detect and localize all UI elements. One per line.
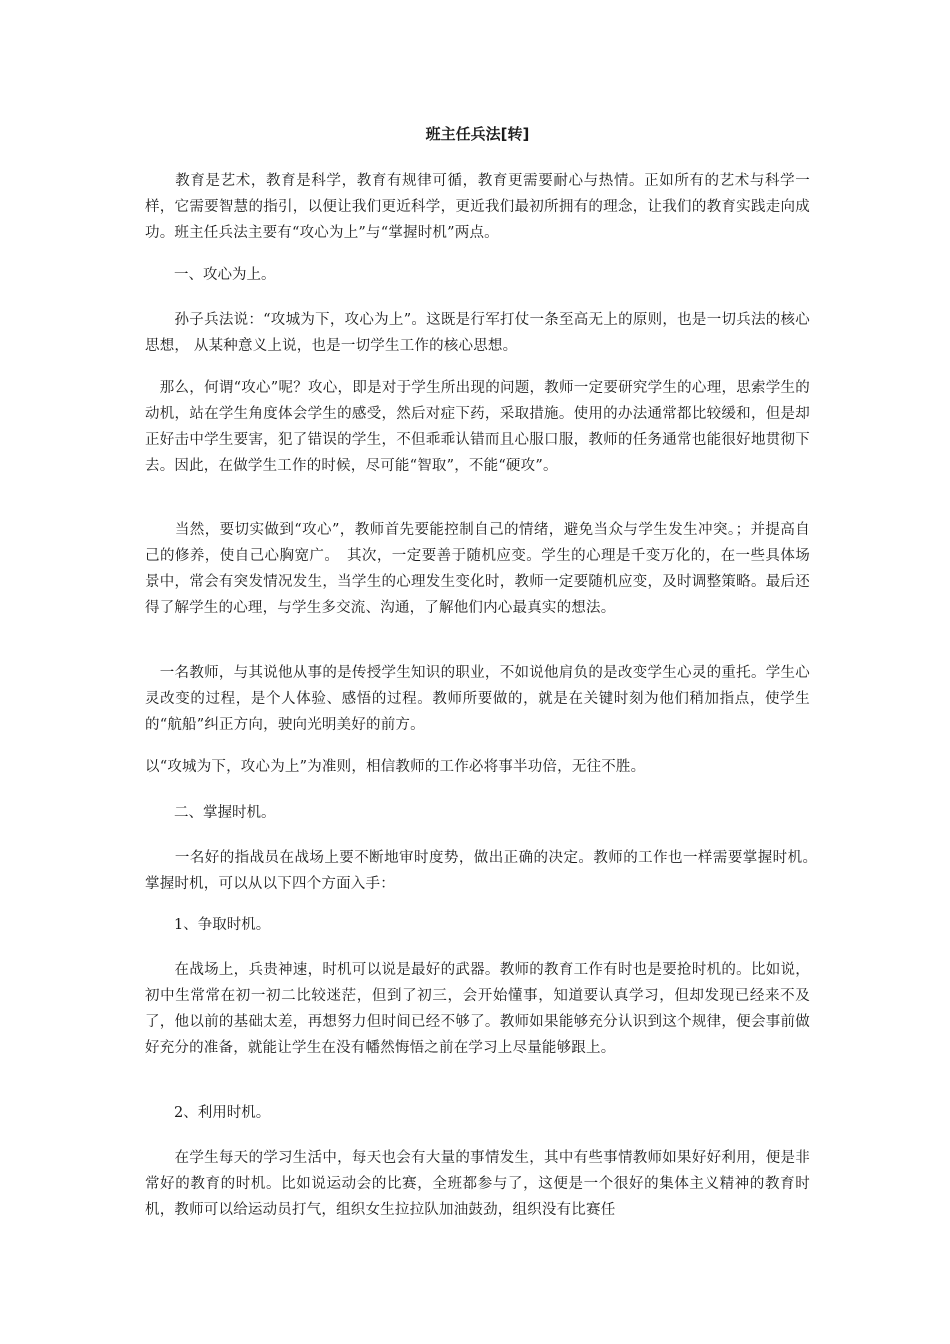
document-title: 班主任兵法[转]	[425, 125, 530, 143]
paragraph-intro: 教育是艺术，教育是科学，教育有规律可循，教育更需要耐心与热情。正如所有的艺术与科学一样，它需要智慧的指引，以便让我们更近科学，更近我们最初所拥有的理念，让我们的教育实践走向成功。班主任兵法主要有“攻心为上”与“掌握时机”两点。	[145, 173, 810, 241]
section-heading-1: 一、攻心为上。	[174, 267, 276, 283]
paragraph-what-is-gongxin: 那么，何谓“攻心”呢？攻心，即是对于学生所出现的问题，教师一定要研究学生的心理，思索学生的动机，站在学生角度体会学生的感受，然后对症下药，采取措施。使用的办法通常都比较缓和，但是却正好击中学生要害，犯了错误的学生，不但乖乖认错而且心服口服，教师的任务通常也能很好地贯彻下去。因此，在做学生工作的时候，尽可能“智取”，不能“硬攻”。	[145, 380, 810, 474]
paragraph-sunzi: 孙子兵法说：“攻城为下，攻心为上”。这既是行军打仗一条至高无上的原则，也是一切兵法的核心思想， 从某种意义上说，也是一切学生工作的核心思想。	[145, 312, 810, 354]
paragraph-use-time: 在学生每天的学习生活中，每天也会有大量的事情发生，其中有些事情教师如果好好利用，便是非常好的教育的时机。比如说运动会的比赛，全班都参与了，这便是一个很好的集体主义精神的教育时机，教师可以给运动员打气，组织女生拉拉队加油鼓劲，组织没有比赛任	[145, 1150, 810, 1218]
paragraph-commander: 一名好的指战员在战场上要不断地审时度势，做出正确的决定。教师的工作也一样需要掌握时机。 掌握时机，可以从以下四个方面入手：	[145, 850, 825, 892]
paragraph-how-to-gongxin: 当然，要切实做到“攻心”，教师首先要能控制自己的情绪，避免当众与学生发生冲突。；并提高自己的修养，使自己心胸宽广。 其次，一定要善于随机应变。学生的心理是千变万化的，在一些具体场景中，常会有突发情况发生，当学生的心理发生变化时，教师一定要随机应变，及时调整策略。最后还得了解学生的心理，与学生多交流、沟通，了解他们内心最真实的想法。	[145, 522, 810, 616]
paragraph-teacher-role: 一名教师，与其说他从事的是传授学生知识的职业，不如说他肩负的是改变学生心灵的重托。学生心灵改变的过程，是个人体验、感悟的过程。教师所要做的，就是在关键时刻为他们稍加指点，使学生的“航船”纠正方向，驶向光明美好的前方。	[145, 665, 810, 733]
paragraph-principle: 以“攻城为下，攻心为上”为准则，相信教师的工作必将事半功倍，无往不胜。	[145, 759, 646, 775]
section-heading-2: 二、掌握时机。	[174, 805, 276, 821]
subsection-heading-1: 1、争取时机。	[174, 917, 271, 933]
paragraph-seize-time: 在战场上，兵贵神速，时机可以说是最好的武器。教师的教育工作有时也是要抢时机的。比如说，初中生常常在初一初二比较迷茫，但到了初三，会开始懂事，知道要认真学习，但却发现已经来不及了，他以前的基础太差，再想努力但时间已经不够了。教师如果能够充分认识到这个规律，便会事前做好充分的准备，就能让学生在没有幡然悔悟之前在学习上尽量能够跟上。	[145, 962, 810, 1056]
subsection-heading-2: 2、利用时机。	[174, 1105, 271, 1121]
